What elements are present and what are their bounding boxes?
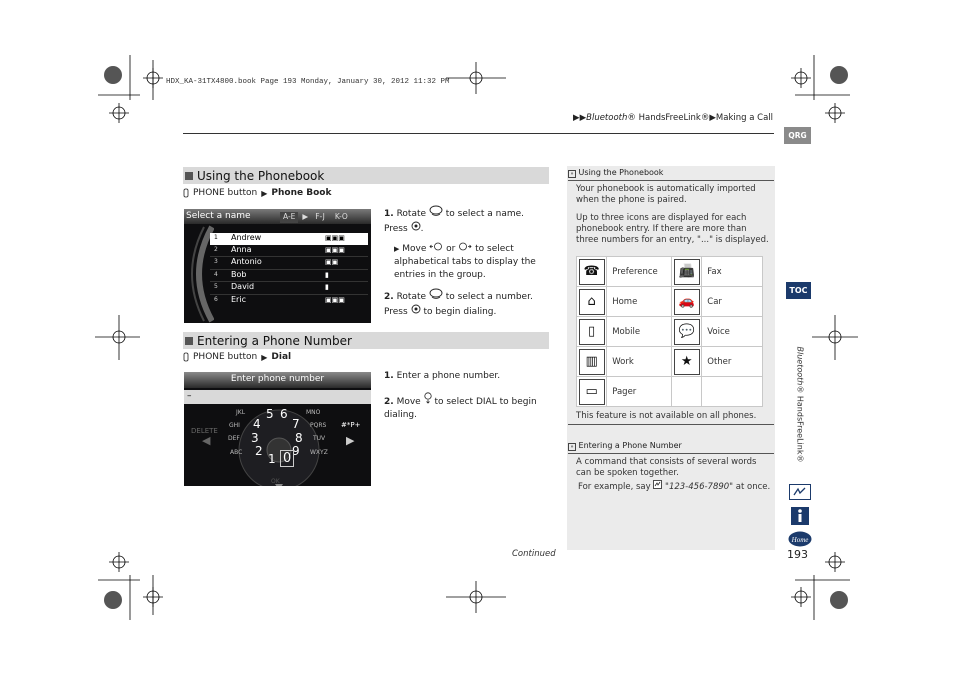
key-label: MNO bbox=[306, 409, 321, 416]
home-index-icon[interactable] bbox=[788, 530, 812, 548]
special-key[interactable]: #*P+ bbox=[341, 421, 361, 429]
dial-key[interactable]: 1 bbox=[268, 452, 276, 466]
breadcrumb-making-call[interactable]: Making a Call bbox=[715, 113, 773, 123]
star-icon: ★ bbox=[674, 349, 700, 375]
car-icon: 🚗 bbox=[674, 289, 700, 315]
phonebook-steps bbox=[384, 205, 549, 319]
alpha-tab[interactable]: K-O bbox=[334, 212, 348, 221]
list-item[interactable]: 5 David ▮ bbox=[210, 282, 368, 295]
breadcrumb-bluetooth[interactable]: Bluetooth bbox=[586, 113, 628, 123]
key-label: TUV bbox=[313, 435, 326, 442]
breadcrumb: ▶▶Bluetooth® HandsFreeLink®▶Making a Call bbox=[573, 113, 773, 123]
list-item[interactable]: 4 Bob ▮ bbox=[210, 270, 368, 283]
info-index-icon[interactable] bbox=[788, 507, 812, 525]
fax-icon: 📠 bbox=[674, 259, 700, 285]
svg-text:Home: Home bbox=[791, 536, 809, 544]
delete-arrow-icon: ◀ bbox=[202, 434, 211, 447]
delete-key[interactable]: DELETE bbox=[191, 427, 218, 435]
dial-key-selected[interactable]: 0 bbox=[280, 450, 294, 467]
table-row: ▥ Work ★ Other bbox=[577, 347, 763, 377]
section-title: Entering a Phone Number bbox=[197, 333, 352, 348]
step-1-substep: ▶ Move or to select alphabetical tabs to display the entries in the group. bbox=[394, 244, 536, 280]
step-1: 1. Enter a phone number. bbox=[384, 371, 501, 381]
toc-tab[interactable]: TOC bbox=[786, 282, 811, 299]
phone-button-icon bbox=[183, 352, 189, 362]
sidebar-heading-entering: » Entering a Phone Number bbox=[568, 441, 682, 451]
qrg-tab[interactable]: QRG bbox=[784, 127, 811, 144]
table-row: ☎ Preference 📠 Fax bbox=[577, 257, 763, 287]
header-rule bbox=[183, 133, 774, 134]
dial-key[interactable]: 5 bbox=[266, 407, 274, 421]
interface-dial-icon bbox=[429, 205, 443, 216]
ok-key[interactable]: OK bbox=[271, 478, 280, 485]
phone-icon: ☎ bbox=[579, 259, 605, 285]
alpha-tab[interactable]: A-E bbox=[280, 212, 298, 223]
phone-button-icon bbox=[183, 188, 189, 198]
name-list bbox=[210, 233, 368, 306]
menu-path-phonebook: PHONE button ▶ Phone Book bbox=[183, 188, 331, 198]
move-right-icon bbox=[458, 242, 472, 251]
key-label: JKL bbox=[236, 409, 246, 416]
press-dial-icon bbox=[411, 304, 421, 314]
key-label: ABC bbox=[230, 449, 243, 456]
page-number: 193 bbox=[787, 548, 808, 561]
interface-dial-icon bbox=[429, 288, 443, 299]
menu-path-dial: PHONE button ▶ Dial bbox=[183, 352, 291, 362]
voice-command-index-icon[interactable] bbox=[788, 483, 812, 501]
dial-wheel bbox=[219, 404, 339, 486]
breadcrumb-arrows: ▶▶ bbox=[573, 113, 587, 123]
note-arrow-icon: » bbox=[568, 170, 576, 178]
number-entry-field[interactable]: – bbox=[184, 390, 371, 404]
dial-key[interactable]: 4 bbox=[253, 417, 261, 431]
sidebar-para: Your phonebook is automatically imported when the phone is paired. bbox=[576, 184, 756, 205]
print-info-line: HDX_KA-31TX4800.book Page 193 Monday, January 30, 2012 11:32 PM bbox=[166, 78, 450, 86]
step-1: 1. Rotate to select a name. Press . bbox=[384, 205, 549, 236]
table-row: ⌂ Home 🚗 Car bbox=[577, 287, 763, 317]
step-2: 2. Rotate to select a number. Press to begin dialing. bbox=[384, 288, 549, 319]
section-heading-entering-number bbox=[183, 332, 549, 349]
list-item[interactable]: 2 Anna ▣▣▣ bbox=[210, 245, 368, 258]
dial-key[interactable]: 3 bbox=[251, 431, 259, 445]
dial-key[interactable]: 9 bbox=[292, 444, 300, 458]
right-arrow-icon: ▶ bbox=[346, 434, 355, 447]
alpha-tabs: A-E ▶ F-J K-O bbox=[280, 212, 370, 223]
section-square-icon bbox=[185, 337, 193, 345]
phonebook-icon-table bbox=[576, 256, 763, 407]
key-label: DEF bbox=[228, 435, 240, 442]
move-left-icon bbox=[429, 242, 443, 251]
phonebook-screen bbox=[184, 209, 371, 323]
sidebar-example: For example, say "123-456-7890" at once. bbox=[578, 482, 771, 492]
dial-key[interactable]: 7 bbox=[292, 417, 300, 431]
note-arrow-icon: » bbox=[568, 443, 576, 451]
work-icon: ▥ bbox=[579, 349, 605, 375]
section-heading-phonebook bbox=[183, 167, 549, 184]
dial-key[interactable]: 2 bbox=[255, 444, 263, 458]
move-down-icon bbox=[424, 392, 432, 404]
mobile-icon: ▯ bbox=[579, 319, 605, 345]
sidebar-para: A command that consists of several words can be spoken together. bbox=[576, 457, 757, 478]
key-label: PQRS bbox=[310, 422, 327, 429]
home-icon: ⌂ bbox=[579, 289, 605, 315]
side-chapter-label: Bluetooth® HandsFreeLink® bbox=[795, 346, 805, 463]
screen-header: Select a name bbox=[186, 211, 251, 221]
talk-button-icon bbox=[653, 480, 662, 489]
dial-screen bbox=[184, 372, 371, 486]
continued-label: Continued bbox=[512, 549, 556, 559]
section-square-icon bbox=[185, 172, 193, 180]
key-label: GHI bbox=[229, 422, 240, 429]
list-item[interactable]: 3 Antonio ▣▣ bbox=[210, 257, 368, 270]
sidebar-para: Up to three icons are displayed for each phonebook entry. If there are more than three numbers for an entry, "..." is displayed. bbox=[576, 213, 769, 245]
breadcrumb-hfl[interactable]: ® HandsFreeLink® bbox=[627, 113, 710, 123]
table-row: ▭ Pager bbox=[577, 377, 763, 407]
dial-steps bbox=[384, 370, 549, 422]
voice-icon: 💬 bbox=[674, 319, 700, 345]
step-2: 2. Move to select DIAL to begin dialing. bbox=[384, 392, 549, 422]
alpha-tab[interactable]: F-J bbox=[315, 212, 325, 221]
press-dial-icon bbox=[411, 221, 421, 231]
dial-key[interactable]: 8 bbox=[295, 431, 303, 445]
screen-header: Enter phone number bbox=[230, 374, 325, 384]
list-item[interactable]: 1 Andrew ▣▣▣ bbox=[210, 233, 368, 245]
section-title: Using the Phonebook bbox=[197, 168, 325, 183]
dial-key[interactable]: 6 bbox=[280, 407, 288, 421]
pager-icon: ▭ bbox=[579, 379, 605, 405]
list-item[interactable]: 6 Eric ▣▣▣ bbox=[214, 294, 345, 304]
sidebar-note: This feature is not available on all phones. bbox=[576, 411, 757, 421]
sidebar-heading-phonebook: » Using the Phonebook bbox=[568, 168, 663, 178]
table-row: ▯ Mobile 💬 Voice bbox=[577, 317, 763, 347]
key-label: WXYZ bbox=[310, 449, 328, 456]
